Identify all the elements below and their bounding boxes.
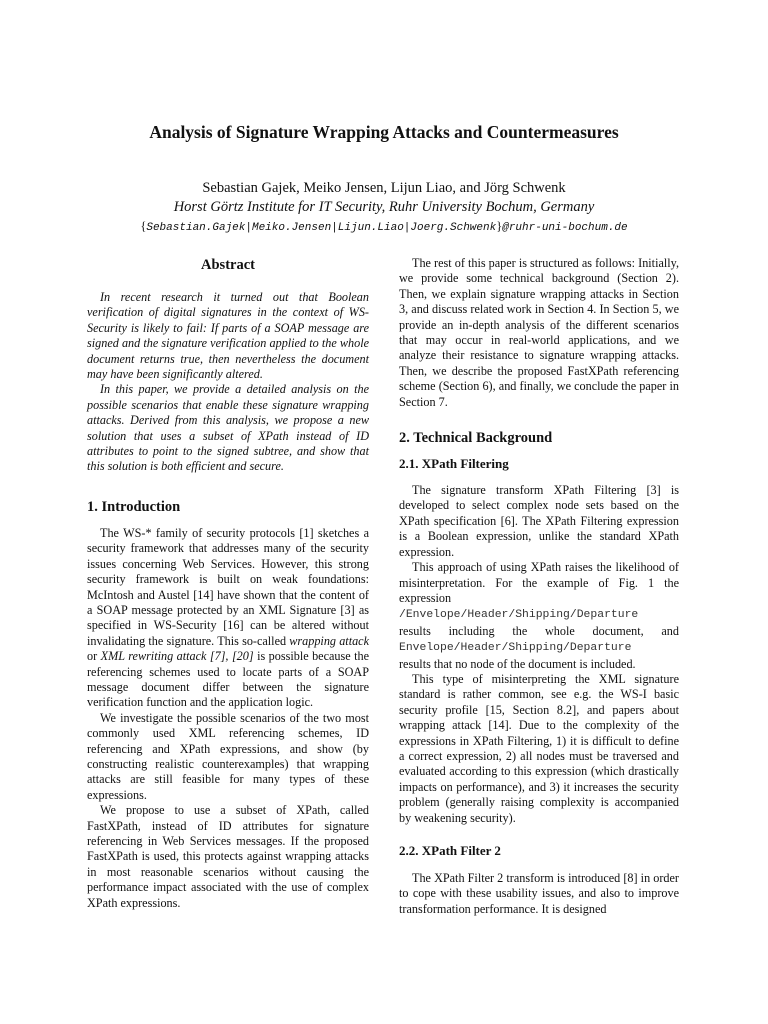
xpath-filter2-paragraph: The XPath Filter 2 transform is introduced [8] in order to cope with these usability issues, and also to improve transformation performance. It is designed [399,871,679,916]
abstract-section [87,256,369,475]
email-brace-open: { [140,219,147,233]
xpath-code-expression-1: /Envelope/Header/Shipping/Departure [399,609,639,622]
section-introduction-heading: 1. Introduction [87,498,181,515]
intro-p1-part-b: is possible because the referencing schemes used to locate parts of a SOAP message document differ between the signature verification function and the application logic. [87,649,370,710]
email-domain: @ruhr-uni-bochum.de [502,222,628,234]
xpath-filtering-paragraph-1: The signature transform XPath Filtering [3] is developed to select complex node sets based on the XPath specification [6]. The XPath Filtering expression is a Boolean expression, unlike the standard XPath expression. [399,483,679,559]
subsection-xpath-filter2-heading: 2.2. XPath Filter 2 [399,843,501,858]
email-names: Sebastian.Gajek|Meiko.Jensen|Lijun.Liao|Joerg.Schwenk [146,222,497,234]
email-brace-close: } [496,219,503,233]
xpath-filtering-paragraph-3: This type of misinterpreting the XML signature standard is rather common, see e.g. the WS-I basic security profile [15, Section 8.2], and papers about wrapping attack [14]. Due to the complexity of the expressions in XPath Filtering, 1) it is difficult to define a correct expression, 2) all nodes must be traversed and evaluated according to this expression (which drastically impacts on performance), and 3) it increases the security problem (generally raising complexity is accompanied by weakening security). [399,671,679,825]
intro-p1-emphasis-2: XML rewriting attack [7], [20] [100,649,254,664]
abstract-heading: Abstract [201,257,255,273]
xpath-p2-part-a: This approach of using XPath raises the likelihood of misinterpretation. For the example of Fig. 1 the expression [399,560,679,605]
xpath-result-line-2: results that no node of the document is included. [399,656,636,671]
intro-paragraph-3: We propose to use a subset of XPath, called FastXPath, instead of ID attributes for signature referencing in Web Services messages. If the proposed FastXPath is used, this protects against wrapping attacks in most reasonable scenarios without causing the performance impact associated with the use of complex XPath expressions. [87,803,369,910]
intro-p1-part-a: The WS-* family of security protocols [1] sketches a security framework that addresses many of the security issues concerning Web Services. However, this strong security framework is built on weak foundations: McIntosh and Austel [14] have shown that the content of a SOAP message protected by an XML Signature [3] as specified in WS-Security [16] can be altered without invalidating the signature. This so-called [87,525,369,648]
xpath-filtering-paragraph-2 [399,560,679,606]
section-background-heading: 2. Technical Background [399,430,553,447]
intro-p1-emphasis-1: wrapping attack [289,633,369,648]
right-column [399,256,679,917]
affiliation: Horst Görtz Institute for IT Security, Ruhr University Bochum, Germany [173,199,595,215]
abstract-paragraph-1: In recent research it turned out that Boolean verification of digital signatures in the context of WS-Security is likely to fail: If parts of a SOAP message are signed and the signature verification applied to the whole document returns true, then nevertheless the document may have been significantly altered. [87,290,369,382]
left-column [87,256,369,911]
paper-title: Analysis of Signature Wrapping Attacks and Countermeasures [149,122,619,142]
xpath-code-line-2 [399,639,679,656]
abstract-paragraph-2: In this paper, we provide a detailed analysis on the possible scenarios that enable these signature wrapping attacks. Derived from this analysis, we propose a new solution that uses a subset of XPath instead of ID attributes to point to the signed subtree, and show that this solution is both efficient and secure. [87,382,369,474]
subsection-xpath-filtering-heading: 2.1. XPath Filtering [399,456,509,472]
xpath-result-line-1: results including the whole document, and [399,623,679,638]
intro-paragraph-1 [87,526,369,711]
intro-paragraph-2: We investigate the possible scenarios of the two most commonly used XML referencing schemes, ID referencing and XPath expressions, and show (by constructing realistic counterexamples) that wrapping attacks are still feasible for many types of these expressions. [87,710,369,802]
intro-p1-or: or [87,649,101,664]
author-emails [0,218,768,236]
xpath-code-expression-2: Envelope/Header/Shipping/Departure [399,642,632,655]
author-list: Sebastian Gajek, Meiko Jensen, Lijun Liao, and Jörg Schwenk [202,180,566,196]
structure-paragraph: The rest of this paper is structured as follows: Initially, we provide some technical background (Section 2). Then, we explain signature wrapping attacks in Section 3, and discuss related work in Section 4. In Section 5, we provide an in-depth analysis of the different scenarios that may occur in real-world applications, and we analyze their resistance to signature wrapping attacks. Then, we describe the proposed FastXPath referencing scheme (Section 6), and finally, we conclude the paper in Section 7. [399,256,679,409]
xpath-code-line-1 [399,606,679,623]
